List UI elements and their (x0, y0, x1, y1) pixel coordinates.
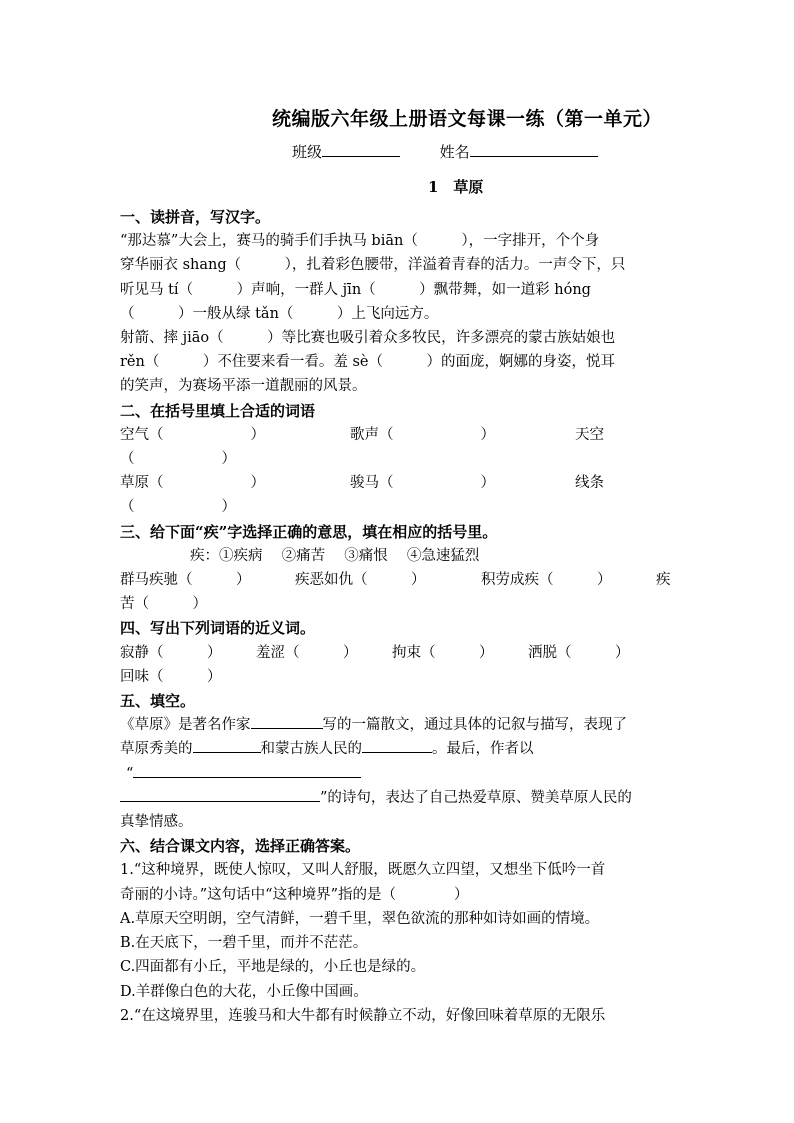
synonym-item[interactable]: 羞涩（ ） (256, 644, 358, 661)
meaning-item[interactable]: 疾 (656, 572, 671, 589)
meaning-item[interactable]: 群马疾驰（ ） (120, 572, 251, 589)
section6-heading: 六、结合课文内容，选择正确答案。 (120, 837, 361, 856)
meaning-item[interactable]: 积劳成疾（ ） (481, 572, 612, 589)
section4-heading: 四、写出下列词语的近义词。 (120, 619, 316, 638)
worksheet-content (120, 205, 680, 1028)
section2-heading: 二、在括号里填上合适的词语 (120, 401, 316, 420)
poem-blank-2[interactable] (120, 787, 320, 802)
fill-text: 写的一篇散文，通过具体的记叙与描写，表现了 (322, 717, 627, 734)
answer-option-b[interactable]: B.在天底下，一碧千里，而并不茫茫。 (120, 935, 368, 952)
word-item-wrap[interactable]: （ ） (120, 451, 236, 468)
section3-heading: 三、给下面“疾”字选择正确的意思，填在相应的括号里。 (120, 522, 498, 541)
fill-text: 和蒙古族人民的 (260, 741, 362, 758)
word-item[interactable]: 天空 (575, 426, 604, 443)
word-item[interactable]: 空气（ ） (120, 426, 265, 443)
section2-row (120, 471, 680, 495)
lesson-title: 1 草原 (428, 178, 484, 196)
name-label: 姓名 (439, 143, 470, 161)
name-blank[interactable] (470, 141, 598, 157)
word-item[interactable]: 线条 (575, 475, 604, 492)
fill-line (120, 786, 680, 810)
section1-line: “那达慕”大会上，赛马的骑手们手执马 biān（ ），一字排开，个个身 (120, 233, 600, 250)
word-item[interactable]: 歌声（ ） (350, 426, 495, 443)
section1-heading: 一、读拼音，写汉字。 (120, 208, 271, 226)
section1-line: （ ）一般从绿 tǎn（ ）上飞向远方。 (120, 305, 439, 322)
scenery-blank[interactable] (193, 738, 261, 753)
synonym-item[interactable]: 寂静（ ） (120, 644, 222, 661)
fill-text: 。最后，作者以 (432, 741, 534, 758)
fill-line (120, 762, 680, 786)
fill-text: 真挚情感。 (120, 814, 193, 831)
page-title: 统编版六年级上册语文每课一练（第一单元） (272, 108, 663, 130)
class-blank[interactable] (322, 141, 400, 157)
section1-line: rěn（ ）不住要来看一看。羞 sè（ ）的面庞，婀娜的身姿，悦耳 (120, 354, 615, 371)
answer-option-d[interactable]: D.羊群像白色的大花，小丘像中国画。 (120, 983, 368, 1000)
answer-option-c[interactable]: C.四面都有小丘，平地是绿的，小丘也是绿的。 (120, 959, 426, 976)
question-text: 奇丽的小诗。”这句话中“这种境界”指的是（ ） (120, 886, 469, 903)
section1-line: 射箭、摔 jiāo（ ）等比赛也吸引着众多牧民，许多漂亮的蒙古族姑娘也 (120, 330, 616, 347)
author-blank[interactable] (251, 714, 323, 729)
word-item[interactable]: 骏马（ ） (350, 475, 495, 492)
section1-line: 的笑声，为赛场平添一道靓丽的风景。 (120, 378, 367, 395)
synonym-item[interactable]: 洒脱（ ） (528, 644, 630, 661)
question-text: 2.“在这境界里，连骏马和大牛都有时候静立不动，好像回味着草原的无限乐 (120, 1007, 606, 1024)
synonym-item-wrap[interactable]: 回味（ ） (120, 668, 222, 685)
fill-text: “ (126, 765, 134, 782)
section3-row (120, 568, 680, 592)
class-name-line (292, 141, 598, 162)
section5-heading: 五、填空。 (120, 692, 196, 711)
section2-row (120, 423, 680, 447)
synonym-item[interactable]: 拘束（ ） (392, 644, 494, 661)
meaning-item-wrap[interactable]: 苦（ ） (120, 596, 207, 613)
word-item[interactable]: 草原（ ） (120, 475, 265, 492)
section4-row (120, 641, 680, 665)
fill-text: 草原秀美的 (120, 741, 193, 758)
answer-option-a[interactable]: A.草原天空明朗，空气清鲜，一碧千里，翠色欲流的那种如诗如画的情境。 (120, 910, 600, 927)
section1-line: 听见马 tí（ ）声响，一群人 jīn（ ）飘带舞，如一道彩 hóng (120, 281, 591, 298)
meaning-item[interactable]: 疾恶如仇（ ） (295, 572, 426, 589)
fill-text: ”的诗句，表达了自己热爱草原、赞美草原人民的 (320, 789, 632, 806)
fill-line (120, 737, 680, 761)
meaning-options: 疾：①疾病 ②痛苦 ③痛恨 ④急速猛烈 (190, 547, 480, 564)
word-item-wrap[interactable]: （ ） (120, 499, 236, 516)
people-blank[interactable] (362, 738, 432, 753)
question-text: 1.“这种境界，既使人惊叹，又叫人舒服，既愿久立四望，又想坐下低吟一首 (120, 862, 606, 879)
poem-blank[interactable] (133, 763, 361, 778)
fill-text: 《草原》是著名作家 (120, 717, 251, 734)
section1-line: 穿华丽衣 shang（ ），扎着彩色腰带，洋溢着青春的活力。一声令下，只 (120, 257, 626, 274)
class-label: 班级 (292, 143, 323, 161)
fill-line (120, 713, 680, 737)
